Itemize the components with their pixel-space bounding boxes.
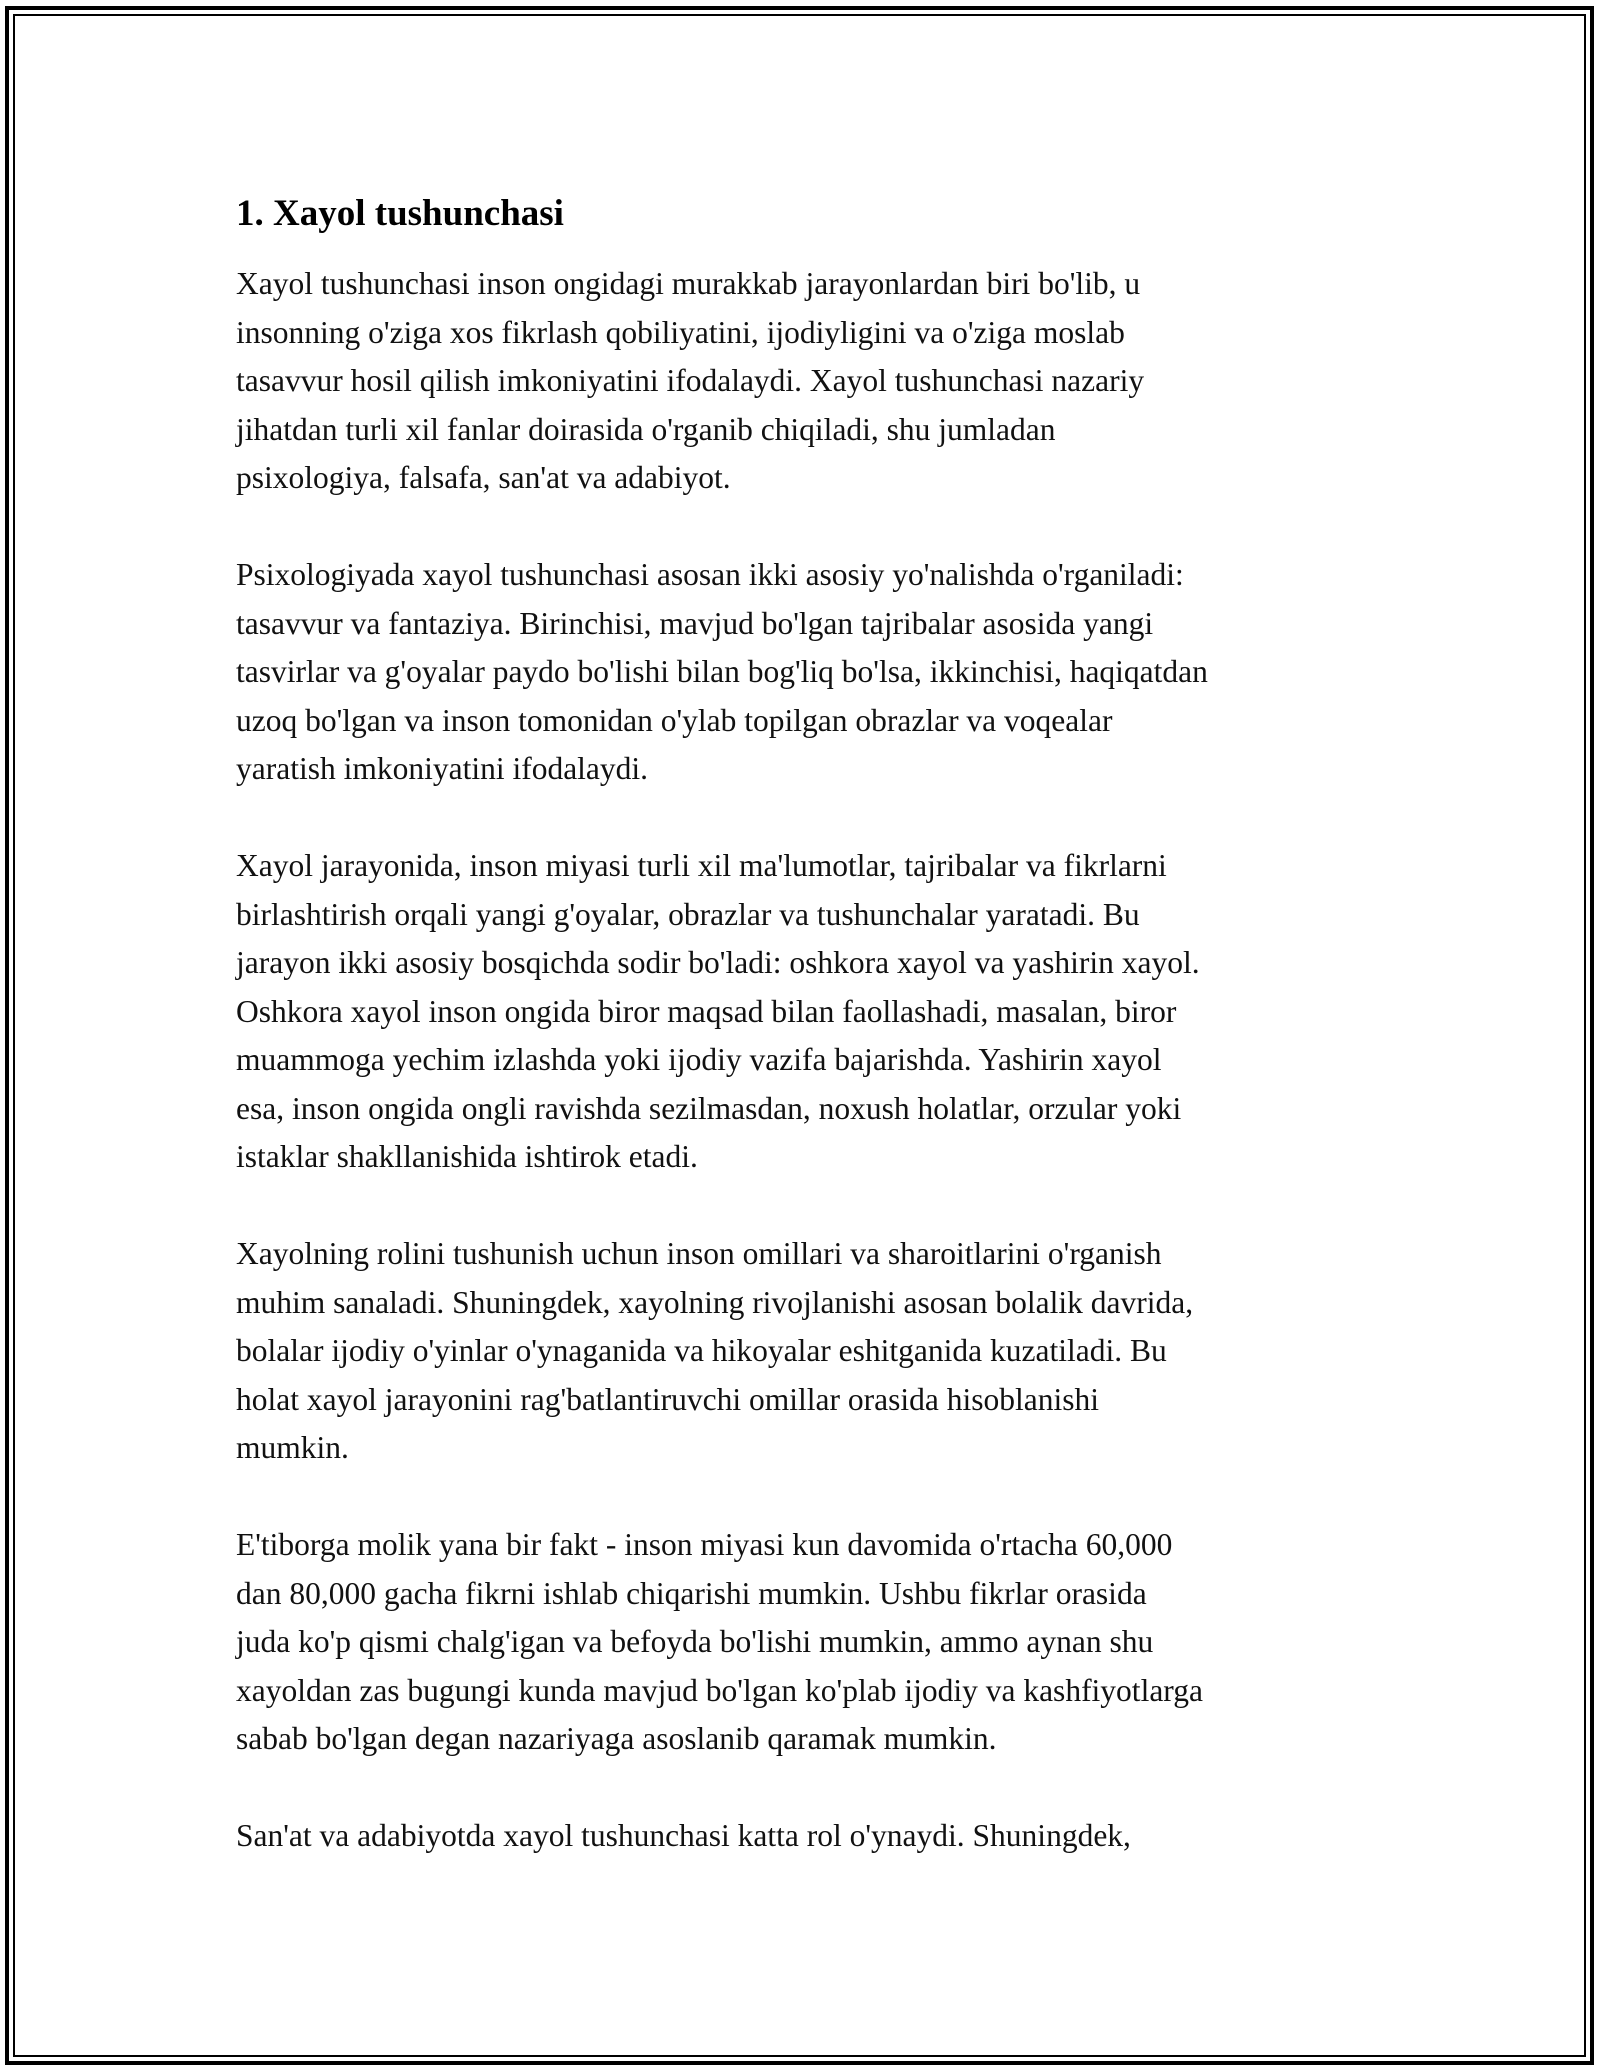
text-line: muammoga yechim izlashda yoki ijodiy vazifa bajarishda. Yashirin xayol: [236, 1042, 1162, 1077]
text-line: E'tiborga molik yana bir fakt - inson miyasi kun davomida o'rtacha 60,000: [236, 1527, 1173, 1562]
text-line: birlashtirish orqali yangi g'oyalar, obrazlar va tushunchalar yaratadi. Bu: [236, 896, 1140, 932]
text-line: tasavvur va fantaziya. Birinchisi, mavjud bo'lgan tajribalar asosida yangi: [236, 605, 1154, 641]
text-line: yaratish imkoniyatini ifodalaydi.: [236, 751, 649, 786]
paragraph-spacer: [236, 1182, 1386, 1231]
text-line: xayoldan zas bugungi kunda mavjud bo'lgan ko'plab ijodiy va kashfiyotlarga: [236, 1672, 1203, 1708]
text-line: Xayol tushunchasi inson ongidagi murakkab jarayonlardan biri bo'lib, u: [236, 266, 1141, 301]
paragraph-3: [236, 842, 1386, 1182]
paragraph-spacer: [236, 1473, 1386, 1522]
text-line: bolalar ijodiy o'yinlar o'ynaganida va hikoyalar eshitganida kuzatiladi. Bu: [236, 1333, 1167, 1368]
paragraph-5: [236, 1521, 1386, 1764]
paragraph-2: [236, 551, 1386, 794]
text-line: muhim sanaladi. Shuningdek, xayolning rivojlanishi asosan bolalik davrida,: [236, 1284, 1194, 1320]
text-line: jihatdan turli xil fanlar doirasida o'rganib chiqiladi, shu jumladan: [236, 411, 1056, 447]
paragraph-4: [236, 1230, 1386, 1473]
text-line: juda ko'p qismi chalg'igan va befoyda bo'lishi mumkin, ammo aynan shu: [236, 1624, 1154, 1659]
text-line: jarayon ikki asosiy bosqichda sodir bo'ladi: oshkora xayol va yashirin xayol.: [236, 945, 1200, 980]
text-line: Xayol jarayonida, inson miyasi turli xil ma'lumotlar, tajribalar va fikrlarni: [236, 848, 1167, 883]
paragraph-6: [236, 1812, 1386, 1861]
text-line: Xayolning rolini tushunish uchun inson omillari va sharoitlarini o'rganish: [236, 1236, 1162, 1271]
paragraph-spacer: [236, 503, 1386, 552]
document-body: [236, 182, 1386, 1861]
text-line: Psixologiyada xayol tushunchasi asosan ikki asosiy yo'nalishda o'rganiladi:: [236, 557, 1184, 592]
text-line: holat xayol jarayonini rag'batlantiruvchi omillar orasida hisoblanishi: [236, 1381, 1099, 1417]
paragraph-1: [236, 260, 1386, 503]
section-heading: 1. Xayol tushunchasi: [236, 193, 564, 234]
text-line: insonning o'ziga xos fikrlash qobiliyatini, ijodiyligini va o'ziga moslab: [236, 314, 1125, 350]
paragraph-spacer: [236, 794, 1386, 843]
text-line: istaklar shakllanishida ishtirok etadi.: [236, 1139, 698, 1174]
text-line: psixologiya, falsafa, san'at va adabiyot.: [236, 460, 731, 495]
text-line: tasvirlar va g'oyalar paydo bo'lishi bilan bog'liq bo'lsa, ikkinchisi, haqiqatdan: [236, 654, 1208, 689]
text-line: esa, inson ongida ongli ravishda sezilmasdan, noxush holatlar, orzular yoki: [236, 1090, 1182, 1126]
text-line: dan 80,000 gacha fikrni ishlab chiqarishi mumkin. Ushbu fikrlar orasida: [236, 1575, 1147, 1611]
text-line: uzoq bo'lgan va inson tomonidan o'ylab topilgan obrazlar va voqealar: [236, 702, 1113, 738]
text-line: San'at va adabiyotda xayol tushunchasi katta rol o'ynaydi. Shuningdek,: [236, 1818, 1131, 1853]
text-line: mumkin.: [236, 1430, 349, 1465]
text-line: tasavvur hosil qilish imkoniyatini ifodalaydi. Xayol tushunchasi nazariy: [236, 363, 1145, 398]
paragraph-spacer: [236, 1764, 1386, 1813]
text-line: sabab bo'lgan degan nazariyaga asoslanib qaramak mumkin.: [236, 1721, 997, 1756]
text-line: Oshkora xayol inson ongida biror maqsad bilan faollashadi, masalan, biror: [236, 993, 1177, 1029]
